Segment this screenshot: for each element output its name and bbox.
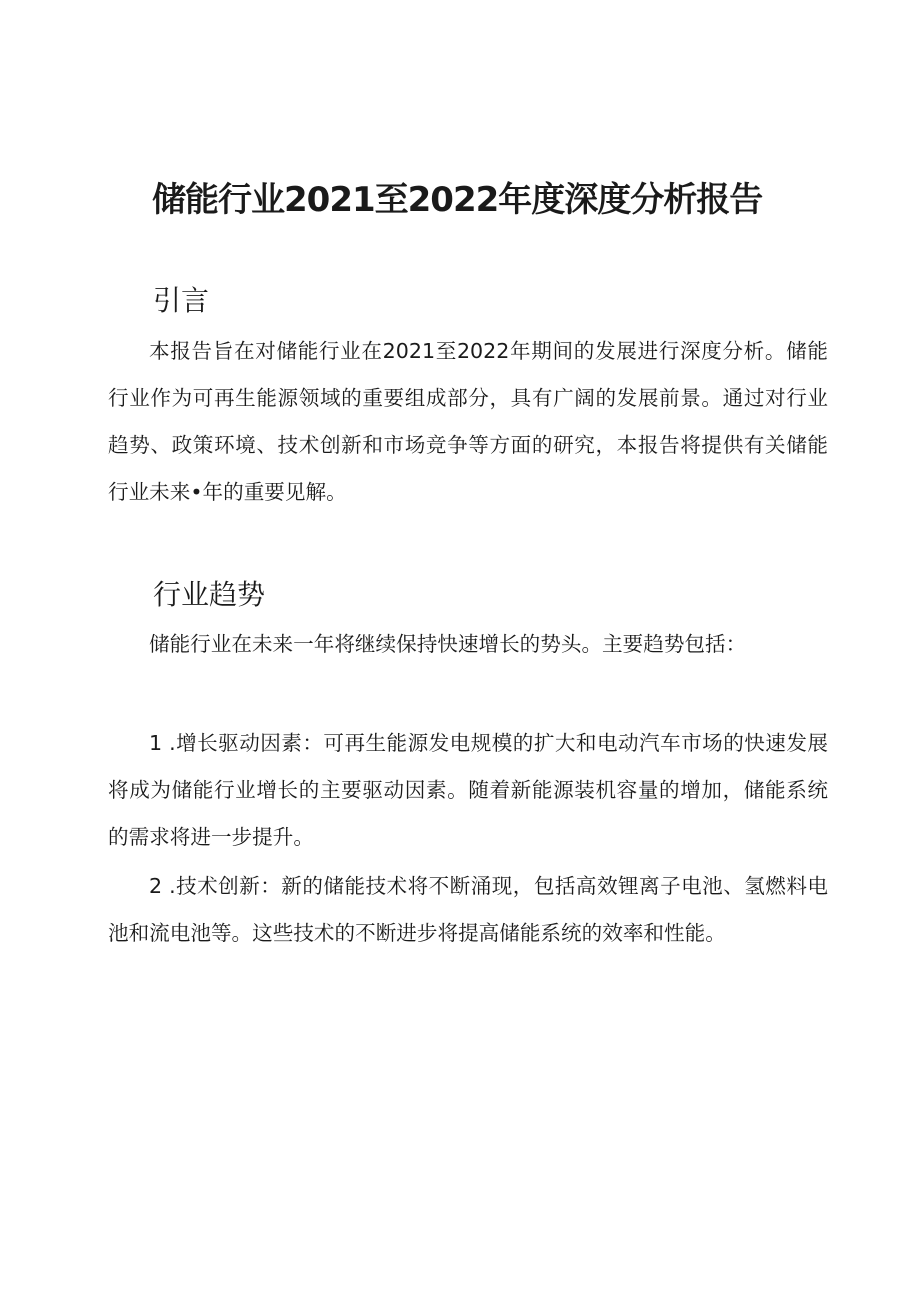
- trend-list-item-technology-innovation: 2 .技术创新：新的储能技术将不断涌现，包括高效锂离子电池、氢燃料电池和流电池等。这些技术的不断进步将提高储能系统的效率和性能。: [108, 874, 828, 945]
- industry-trends-paragraph: 储能行业在未来一年将继续保持快速增长的势头。主要趋势包括：: [149, 632, 747, 656]
- section-heading-industry-trends: 行业趋势: [153, 578, 266, 611]
- introduction-paragraph: 本报告旨在对储能行业在2021至2022年期间的发展进行深度分析。储能行业作为可再生能源领域的重要组成部分，具有广阔的发展前景。通过对行业趋势、政策环境、技术创新和市场竞争等方面的研究，本报告将提供有关储能行业未来•年的重要见解。: [108, 339, 828, 504]
- section-heading-introduction: 引言: [153, 284, 210, 317]
- document-title: 储能行业2021至2022年度深度分析报告: [152, 180, 763, 220]
- trend-list-item-growth-drivers: 1 .增长驱动因素：可再生能源发电规模的扩大和电动汽车市场的快速发展将成为储能行业增长的主要驱动因素。随着新能源装机容量的增加，储能系统的需求将进一步提升。: [108, 731, 828, 849]
